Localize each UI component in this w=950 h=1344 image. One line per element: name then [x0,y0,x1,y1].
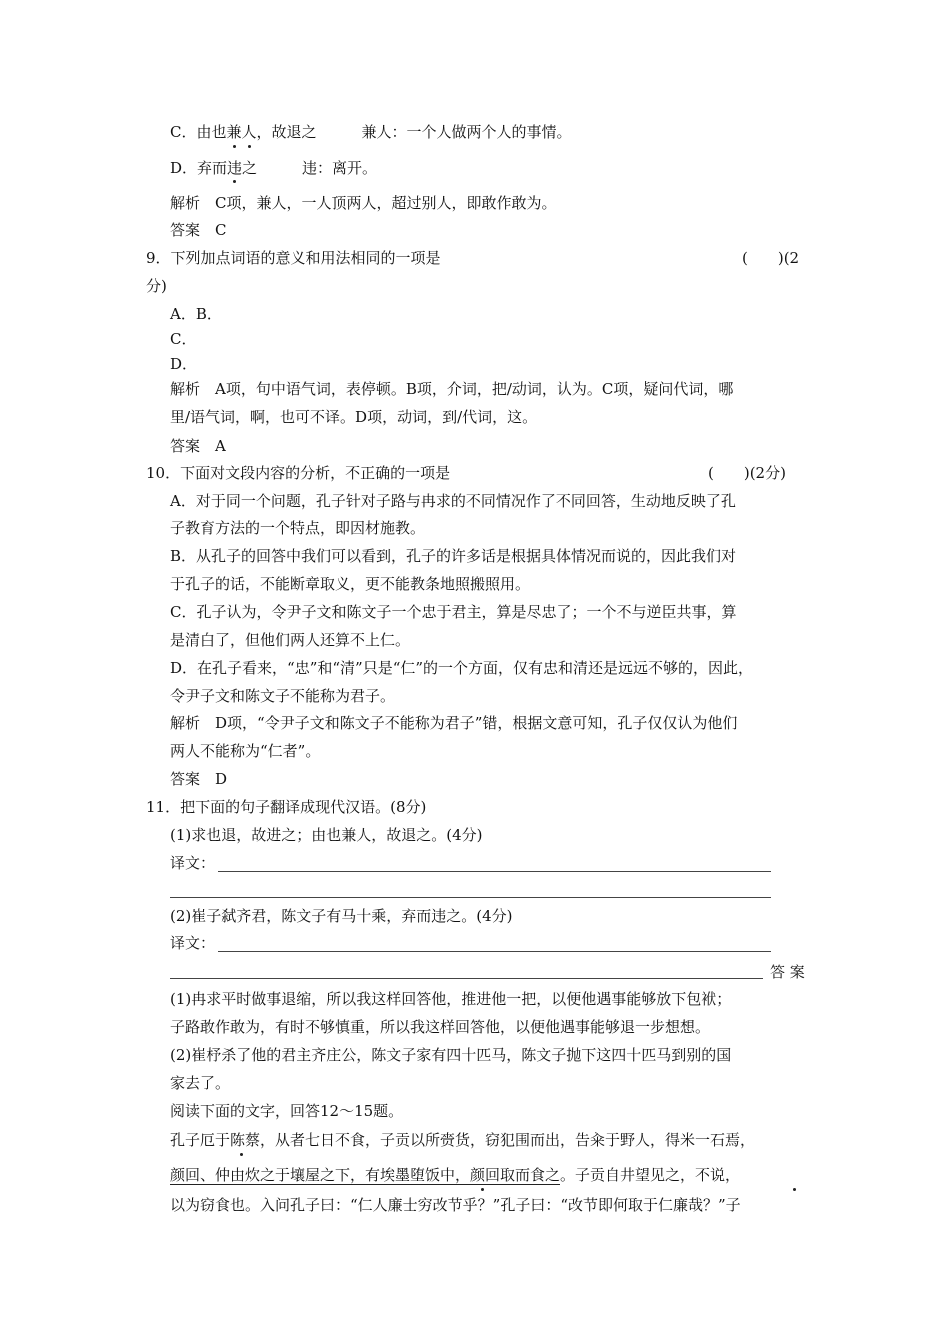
answer-line[interactable] [170,897,771,898]
q10-score: ( )(2分) [708,464,786,482]
emphasis-dot [248,145,251,148]
q10-stem: 10．下面对文段内容的分析，不正确的一项是 [146,464,451,482]
passage-text: 。子贡自井望见之，不说， [560,1166,741,1184]
q9-option-c: C． [170,330,197,348]
q10-option-b-2: 于孔子的话，不能断章取义，更不能教条地照搬照用。 [170,575,531,593]
q9-score: ( )(2 [742,249,800,267]
answer-line[interactable] [218,951,771,952]
translation-label-2: 译文： [170,934,216,952]
answer-line[interactable] [218,871,771,872]
q9-analysis-2: 里/语气词，啊，也可不译。D项，动词，到/代词，这。 [170,408,538,426]
q8-option-d: D．弃而违之 违：离开。 [170,159,378,177]
q10-option-d-2: 令尹子文和陈文子不能称为君子。 [170,687,396,705]
q10-option-b-1: B．从孔子的回答中我们可以看到，孔子的许多话是根据具体情况而说的，因此我们对 [170,547,737,565]
q9-score-cont: 分) [146,277,167,295]
q10-analysis-2: 两人不能称为“仁者”。 [170,742,321,760]
underlined-phrase: 取而食之 [500,1166,561,1184]
emphasis-dot [240,1153,243,1156]
answer-1-line-2: 子路敢作敢为，有时不够慎重，所以我这样回答他，以便他遇事能够退一步想想。 [170,1018,711,1036]
passage-line-3: 以为窃食也。入问孔子曰：“仁人廉士穷改节乎？”孔子曰：“改节即何取于仁廉哉？”子 [170,1196,741,1214]
emphasis-dot [481,1188,484,1191]
answer-heading: 答 案 [770,963,805,981]
q11-sentence-1: (1)求也退，故进之；由也兼人，故退之。(4分) [170,826,483,844]
reading-instruction: 阅读下面的文字，回答12～15题。 [170,1102,404,1120]
emphasis-dot [233,180,236,183]
q9-analysis-1: 解析 A项，句中语气词，表停顿。B项，介词，把/动词，认为。C项，疑问代词，哪 [170,380,734,398]
emphasis-dot [793,1188,796,1191]
q8-analysis: 解析 C项，兼人，一人顶两人，超过别人，即敢作敢为。 [170,194,557,212]
underlined-phrase: 颜回、仲由炊之于壤屋之下 [170,1166,351,1184]
q10-option-d-1: D．在孔子看来，“忠”和“清”只是“仁”的一个方面，仅有忠和清还是远远不够的，因此， [170,659,754,677]
answer-line[interactable] [170,978,763,979]
emphasis-dot [233,145,236,148]
passage-line-2 [170,1164,740,1186]
q8-option-c: C．由也兼人，故退之 兼人：一个人做两个人的事情。 [170,123,572,141]
q8-answer: 答案 C [170,221,227,239]
underlined-phrase: ，有埃墨堕饭中，颜回 [350,1166,501,1184]
q9-answer: 答案 A [170,437,226,455]
answer-1-line-1: (1)冉求平时做事退缩，所以我这样回答他，推进他一把，以便他遇事能够放下包袱； [170,990,732,1008]
q10-option-a-1: A．对于同一个问题，孔子针对子路与冉求的不同情况作了不同回答，生动地反映了孔 [170,492,736,510]
q10-option-c-2: 是清白了，但他们两人还算不上仁。 [170,631,411,649]
q11-stem: 11．把下面的句子翻译成现代汉语。(8分) [146,798,427,816]
answer-2-line-1: (2)崔杼杀了他的君主齐庄公，陈文子家有四十匹马，陈文子抛下这四十匹马到别的国 [170,1046,732,1064]
q10-analysis-1: 解析 D项，“令尹子文和陈文子不能称为君子”错，根据文意可知，孔子仅仅认为他们 [170,714,738,732]
answer-2-line-2: 家去了。 [170,1074,231,1092]
translation-label-1: 译文： [170,854,216,872]
q10-answer: 答案 D [170,770,228,788]
q9-option-d: D． [170,355,198,373]
q10-option-c-1: C．孔子认为，令尹子文和陈文子一个忠于君主，算是尽忠了；一个不与逆臣共事，算 [170,603,737,621]
q9-option-ab: A．B． [170,305,222,323]
q10-option-a-2: 子教育方法的一个特点，即因材施教。 [170,519,426,537]
q9-stem: 9．下列加点词语的意义和用法相同的一项是 [146,249,441,267]
q11-sentence-2: (2)崔子弑齐君，陈文子有马十乘，弃而违之。(4分) [170,907,513,925]
passage-line-1: 孔子厄于陈蔡，从者七日不食，子贡以所赍货，窃犯围而出，告籴于野人，得米一石焉， [170,1131,756,1149]
